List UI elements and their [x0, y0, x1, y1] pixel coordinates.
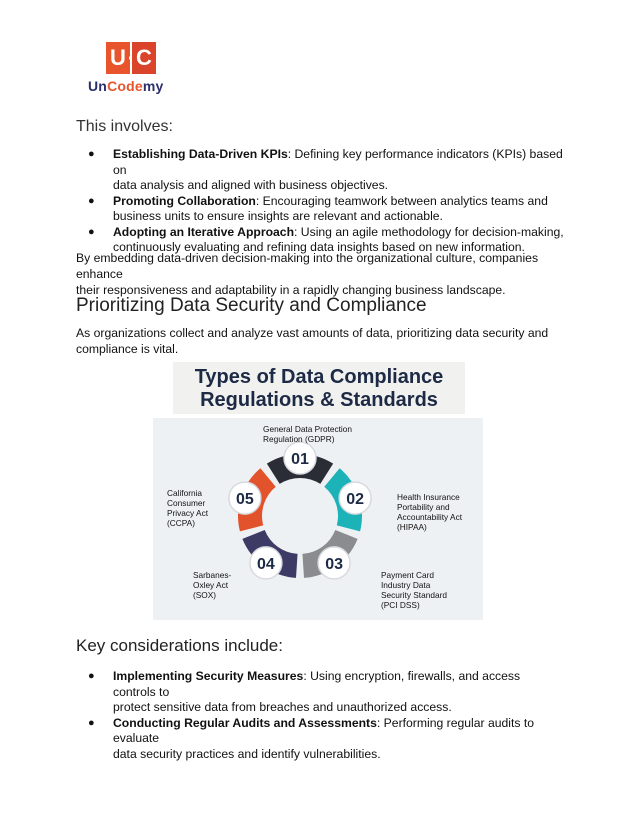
compliance-infographic [153, 362, 483, 620]
label-ccpa: California Consumer Privacy Act (CCPA) [167, 488, 209, 528]
compliance-ring-diagram [153, 418, 483, 620]
badge-number-01: 01 [291, 451, 309, 468]
section-heading-considerations: Key considerations include: [76, 636, 283, 655]
logo-letter-u: U [106, 42, 130, 74]
paragraph-culture: By embedding data-driven decision-making into the organizational culture, companies enhance their responsiveness and adaptability in a rapidly changing business landscape. [76, 251, 539, 297]
logo-letter-c: C [132, 42, 156, 74]
label-hipaa: Health Insurance Portability and Accountability Act (HIPAA) [397, 492, 463, 532]
label-sox: Sarbanes- Oxley Act (SOX) [193, 570, 232, 600]
list-item: ● Implementing Security Measures: Using encryption, firewalls, and access controls to protect sensitive data from breaches and unauthorized access. [88, 669, 521, 714]
logo-wordmark: UnCodemy [88, 78, 164, 94]
bullet-list-1 [76, 147, 566, 256]
uncodemy-logo [88, 42, 176, 94]
paragraph-security: As organizations collect and analyze vast amounts of data, prioritizing data security and compliance is vital. [76, 326, 549, 356]
bullet-list-2 [76, 669, 566, 762]
logo-mark [106, 42, 156, 74]
badge-number-05: 05 [235, 491, 254, 509]
label-gdpr: General Data Protection Regulation (GDPR) [263, 424, 353, 444]
list-item: ● Conducting Regular Audits and Assessments: Performing regular audits to evaluate data security practices and identify vulnerabilities. [88, 715, 535, 761]
list-item: ● Establishing Data-Driven KPIs: Defining key performance indicators (KPIs) based on data analysis and aligned with business objectives. [88, 147, 563, 192]
infographic-title: Types of Data Compliance Regulations & Standards [173, 362, 465, 414]
list-item: ● Promoting Collaboration: Encouraging teamwork between analytics teams and business units to ensure insights are relevant and actionable. [88, 193, 548, 223]
section-heading-security: Prioritizing Data Security and Compliance [76, 295, 427, 316]
label-pci-dss: Payment Card Industry Data Security Standard (PCI DSS) [381, 570, 447, 610]
badge-number-03: 03 [325, 555, 343, 573]
list-item: ● Adopting an Iterative Approach: Using an agile methodology for decision-making, continuously evaluating and refining data insights based on new information. [88, 224, 564, 254]
badge-number-04: 04 [257, 555, 275, 573]
badge-number-02: 02 [346, 491, 365, 509]
intro-label: This involves: [76, 118, 173, 135]
